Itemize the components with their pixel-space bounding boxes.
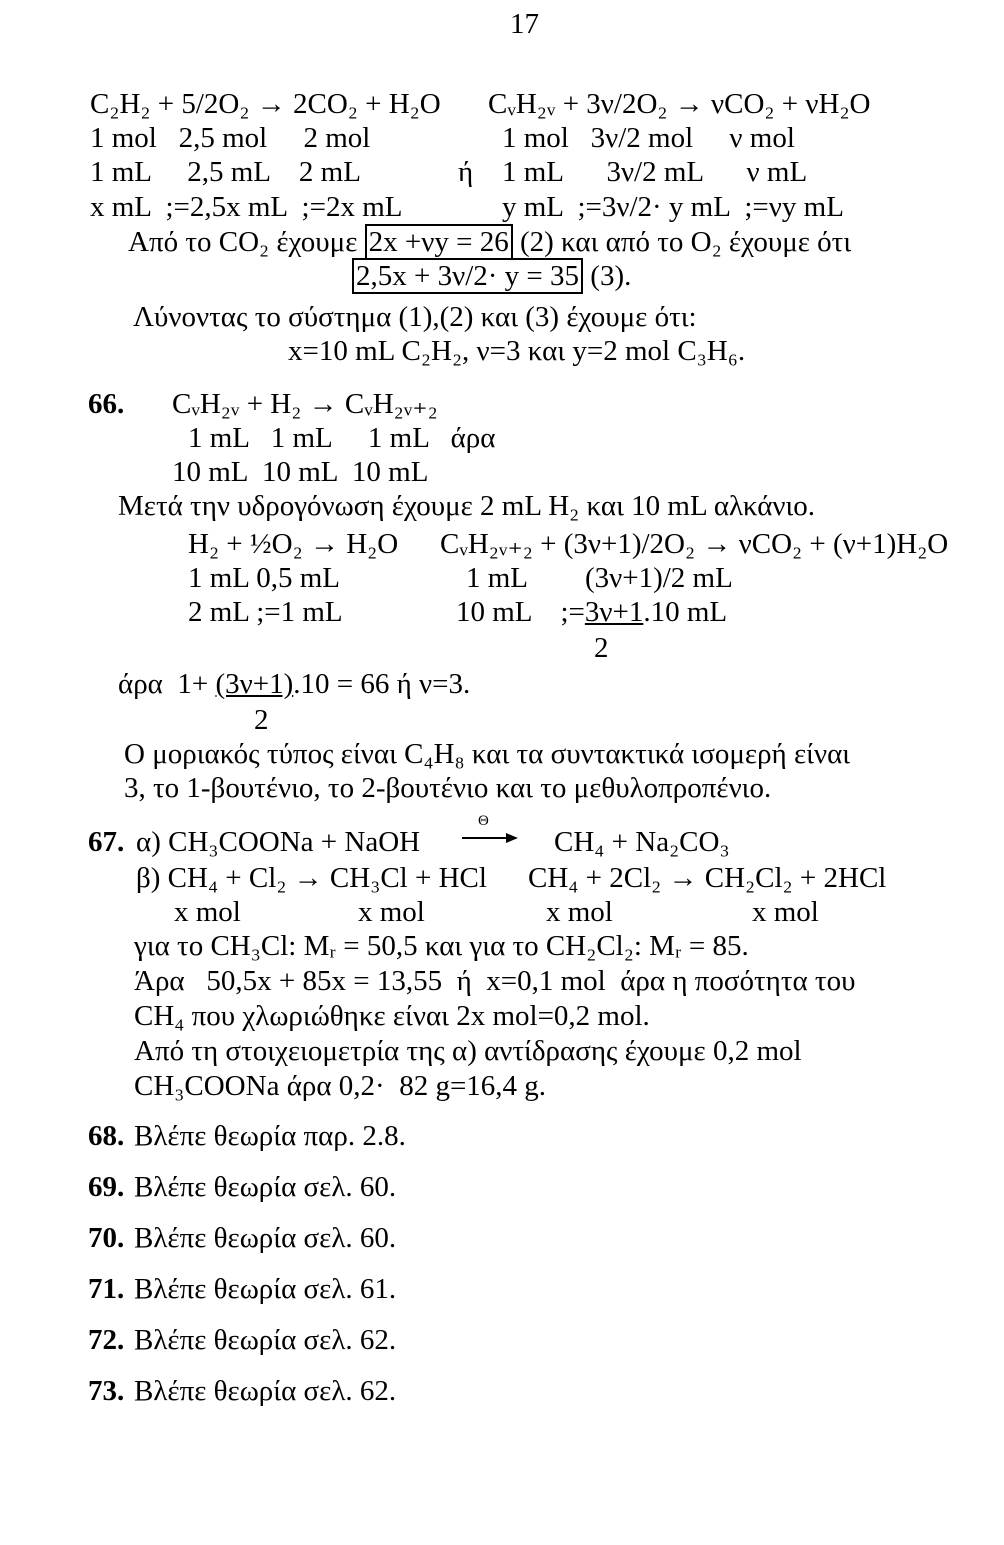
exercise-66-number: 66. [88, 388, 125, 420]
equation-3-box: 2,5x + 3ν/2· y = 35 [352, 258, 583, 294]
co2-line [128, 228, 851, 257]
or-word: ή [458, 156, 474, 188]
reaction-a-left: α) CH₃COONa + NaOH [136, 826, 421, 858]
exercise-67-number: 67. [88, 826, 125, 858]
reaction-a-right: CH₄ + Na₂CO₃ [554, 826, 730, 858]
theory-reference: Βλέπε θεωρία σελ. 60. [134, 1171, 397, 1203]
reaction-b-right: CH₄ + 2Cl₂ → CH₂Cl₂ + 2HCl [528, 862, 887, 894]
o2-line [352, 262, 631, 291]
y-row: y mL ;=3ν/2· y mL ;=νy mL [502, 191, 844, 223]
theory-reference: Βλέπε θεωρία σελ. 60. [134, 1222, 397, 1254]
page-number: 17 [510, 8, 539, 40]
hydrogenation-row-1: 1 mL 1 mL 1 mL άρα [188, 422, 496, 454]
ml-row-b: 1 mL 3ν/2 mL ν mL [502, 156, 808, 188]
o2-rest: (3). [583, 260, 632, 292]
hydrogenation-row-2: 10 mL 10 mL 10 mL [172, 456, 429, 488]
stoichiometry-line: Από τη στοιχειομετρία της α) αντίδρασης έχουμε 0,2 mol [134, 1035, 802, 1067]
theory-reference: Βλέπε θεωρία σελ. 62. [134, 1375, 397, 1407]
ara-line [118, 670, 470, 699]
molecular-formula-line-2: 3, το 1-βουτένιο, το 2-βουτένιο και το μεθυλοπροπένιο. [124, 772, 772, 804]
heat-arrow-icon [462, 830, 518, 846]
exercise-number: 72. [88, 1324, 125, 1356]
x-mol-3: x mol [546, 896, 613, 928]
reaction-b-left: β) CH₄ + Cl₂ → CH₃Cl + HCl [136, 862, 487, 894]
exercise-number: 69. [88, 1171, 125, 1203]
ch4-line: CH₄ που χλωριώθηκε είναι 2x mol=0,2 mol. [134, 1000, 650, 1032]
result-line: x=10 mL C₂H₂, ν=3 και y=2 mol C₃H₆. [288, 335, 746, 367]
x-mol-1: x mol [174, 896, 241, 928]
mol-row-a: 1 mol 2,5 mol 2 mol [90, 122, 371, 154]
h2-row-1: 1 mL 0,5 mL [188, 562, 340, 594]
co2-text: Από το CO₂ έχουμε [128, 226, 365, 258]
ml-row-a: 1 mL 2,5 mL 2 mL [90, 156, 361, 188]
molar-mass-line: για το CH₃Cl: Mᵣ = 50,5 και για το CH₂Cl₂: Mᵣ = 85. [134, 930, 749, 962]
alkane-row-2 [456, 598, 727, 627]
after-hydrogenation: Μετά την υδρογόνωση έχουμε 2 mL H₂ και 10 mL αλκάνιο. [118, 490, 816, 522]
exercise-number: 71. [88, 1273, 125, 1305]
hydrogen-combustion: H₂ + ½O₂ → H₂O [188, 528, 399, 560]
equation-2-box: 2x +νy = 26 [365, 224, 513, 260]
x-row: x mL ;=2,5x mL ;=2x mL [90, 191, 403, 223]
fraction-denominator: 2 [594, 632, 609, 664]
co2-rest: (2) και από το O₂ έχουμε ότι [512, 226, 852, 258]
final-line: CH₃COONa άρα 0,2· 82 g=16,4 g. [134, 1070, 547, 1102]
theory-reference: Βλέπε θεωρία σελ. 61. [134, 1273, 397, 1305]
alkane-row-1: 1 mL (3ν+1)/2 mL [466, 562, 733, 594]
ara-prefix: άρα 1+ [118, 668, 216, 700]
solve-line: Λύνοντας το σύστημα (1),(2) και (3) έχουμε ότι: [133, 301, 697, 333]
alkane-combustion: CᵥH₂ᵥ₊₂ + (3ν+1)/2O₂ → νCO₂ + (ν+1)H₂O [440, 528, 949, 560]
exercise-number: 73. [88, 1375, 125, 1407]
theory-reference: Βλέπε θεωρία παρ. 2.8. [134, 1120, 406, 1152]
mol-row-b: 1 mol 3ν/2 mol ν mol [502, 122, 795, 154]
ara-rest: .10 = 66 ή ν=3. [293, 668, 471, 700]
fraction-numerator: 3ν+1 [584, 596, 644, 628]
ara-denominator: 2 [254, 704, 269, 736]
theory-reference: Βλέπε θεωρία σελ. 62. [134, 1324, 397, 1356]
ara-numerator: (3ν+1) [215, 668, 294, 700]
h2-row-2: 2 mL ;=1 mL [188, 596, 343, 628]
theta-label: Θ [478, 813, 489, 829]
exercise-number: 68. [88, 1120, 125, 1152]
x-mol-2: x mol [358, 896, 425, 928]
alkane-row-2-a: 10 mL ;= [456, 596, 585, 628]
exercise-number: 70. [88, 1222, 125, 1254]
ara-equation-line: Άρα 50,5x + 85x = 13,55 ή x=0,1 mol άρα η ποσότητα του [134, 965, 856, 997]
molecular-formula-line-1: Ο μοριακός τύπος είναι C₄H₈ και τα συντακτικά ισομερή είναι [124, 738, 851, 770]
alkane-row-2-b: .10 mL [643, 596, 728, 628]
equation-acetylene-combustion: C₂H₂ + 5/2O₂ → 2CO₂ + H₂O [90, 88, 441, 120]
hydrogenation-equation: CᵥH₂ᵥ + H₂ → CᵥH₂ᵥ₊₂ [172, 388, 438, 420]
equation-alkene-combustion: CᵥH₂ᵥ + 3ν/2O₂ → νCO₂ + νH₂O [488, 88, 871, 120]
x-mol-4: x mol [752, 896, 819, 928]
